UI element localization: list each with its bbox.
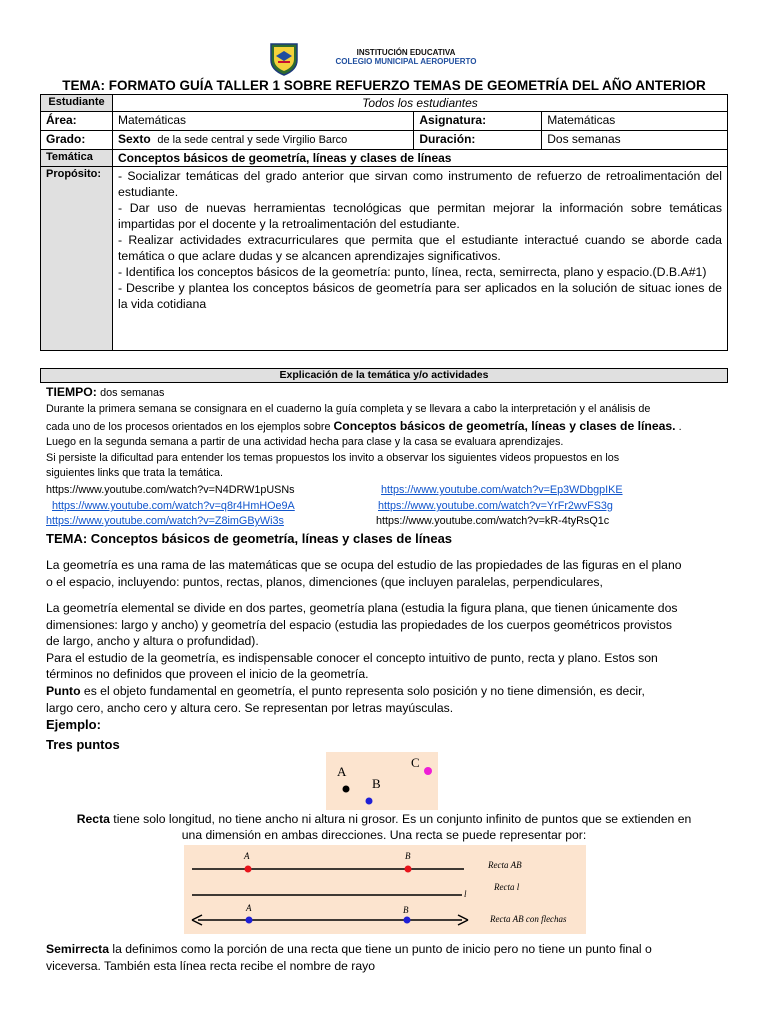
- estudiante-value: Todos los estudiantes: [112, 95, 727, 112]
- p3-line2: términos no definidos que proveen el inicio de la geometría.: [46, 667, 369, 681]
- institution-name-line1: INSTITUCIÓN EDUCATIVA: [356, 48, 456, 57]
- p1-line2: o el espacio, incluyendo: puntos, rectas, planos, dimenciones (que incluyen paralelas, perpendiculares,: [46, 575, 603, 589]
- grado-label: Grado:: [41, 131, 113, 150]
- para1-line2: [46, 419, 682, 433]
- asignatura-label: Asignatura:: [414, 112, 542, 131]
- para2-line1: Si persiste la dificultad para entender los temas propuestos los invito a observar los siguientes videos propuestos en los: [46, 452, 620, 464]
- video-link-3[interactable]: https://www.youtube.com/watch?v=q8r4HmHOe9A: [52, 500, 295, 512]
- estudiante-label: Estudiante: [41, 95, 113, 112]
- tiempo-line: [46, 385, 164, 399]
- proposito-item: - Realizar actividades extracurriculares que permita que el estudiante interactué cuando se aborde cada temática o que aclare dudas y se alcancen aprendizajes significativos.: [117, 233, 722, 263]
- line3-point-b: [404, 917, 411, 924]
- line3-label-b: B: [403, 905, 409, 915]
- para1-line2-start: cada uno de los procesos orientados en los ejemplos sobre: [46, 421, 331, 433]
- points-figure: [326, 752, 438, 810]
- recta-term: Recta: [76, 812, 110, 826]
- para1-line2-bold: Conceptos básicos de geometría, líneas y clases de líneas.: [333, 419, 676, 433]
- recta-line1: [40, 812, 728, 826]
- punto-line1: [46, 684, 645, 698]
- line3-caption: Recta AB con flechas: [490, 914, 567, 924]
- lines-figure: [184, 845, 586, 934]
- punto-term: Punto: [46, 684, 81, 698]
- proposito-label: Propósito:: [41, 167, 113, 351]
- lines-figure-svg: [184, 845, 586, 934]
- recta-line1-rest: tiene solo longitud, no tiene ancho ni altura ni grosor. Es un conjunto infinito de puntos que se extienden en: [109, 812, 692, 826]
- tiempo-label: TIEMPO:: [46, 385, 97, 399]
- proposito-item: - Dar uso de nuevas herramientas tecnológicas que permitan mejorar la información sobre temáticas impartidas por el docente y la retroalimentación del estudiante.: [117, 201, 722, 231]
- area-value: Matemáticas: [112, 112, 413, 131]
- duracion-value: Dos semanas: [542, 131, 728, 150]
- proposito-item: - Socializar temáticas del grado anterior que sirvan como instrumento de refuerzo de retroalimentación del estudiante.: [117, 169, 722, 199]
- semi-line2: viceversa. También esta línea recta recibe el nombre de rayo: [46, 959, 376, 973]
- document-header: [0, 40, 768, 76]
- info-table: [40, 94, 728, 351]
- point-a-dot: [343, 786, 350, 793]
- p3-line1: Para el estudio de la geometría, es indispensable conocer el concepto intuitivo de punto, recta y plano. Estos son: [46, 651, 658, 665]
- institution-name-line2: COLEGIO MUNICIPAL AEROPUERTO: [335, 57, 477, 66]
- para1-line2-end: .: [675, 421, 682, 433]
- line1-caption: Recta AB: [488, 860, 522, 870]
- tiempo-value: dos semanas: [100, 387, 165, 399]
- p2-line1: La geometría elemental se divide en dos partes, geometría plana (estudia la figura plana, que tienen únicamente dos: [46, 601, 678, 615]
- video-link-1[interactable]: https://www.youtube.com/watch?v=N4DRW1pUSNs: [46, 484, 295, 496]
- proposito-value: [112, 167, 727, 351]
- para1-line3: Luego en la segunda semana a partir de una actividad hecha para clase y la casa se evaluara aprendizajes.: [46, 436, 564, 448]
- point-c-dot: [424, 767, 432, 775]
- line1-point-b: [405, 866, 412, 873]
- semi-line1-rest: la definimos como la porción de una recta que tiene un punto de inicio pero no tiene un punto final o: [109, 942, 652, 956]
- punto-line2: largo cero, ancho cero y altura cero. Se representan por letras mayúsculas.: [46, 701, 454, 715]
- semi-term: Semirrecta: [46, 942, 110, 956]
- p2-line3: de largo, ancho y altura o profundidad).: [46, 634, 259, 648]
- line3-label-a: A: [246, 903, 252, 913]
- tematica-label: Temática: [41, 150, 113, 167]
- line1-label-b: B: [405, 851, 411, 861]
- recta-line2: una dimensión en ambas direcciones. Una recta se puede representar por:: [181, 828, 587, 842]
- asignatura-value: Matemáticas: [542, 112, 728, 131]
- video-link-5[interactable]: https://www.youtube.com/watch?v=Z8imGByWi3s: [46, 515, 284, 527]
- para2-line2: siguientes links que trata la temática.: [46, 467, 224, 479]
- p2-line2: dimensiones: largo y ancho) y geometría del espacio (estudia las propiedades de los cuerpos geométricos provistos: [46, 618, 672, 632]
- line2-caption: Recta l: [494, 882, 520, 892]
- school-crest-icon: [268, 42, 300, 76]
- grado-value: [112, 131, 413, 150]
- line1-point-a: [245, 866, 252, 873]
- p1-line1: La geometría es una rama de las matemáticas que se ocupa del estudio de las propiedades de las figuras en el plano: [46, 558, 682, 572]
- ejemplo-label: Ejemplo:: [46, 717, 101, 732]
- semi-line1: [46, 942, 652, 956]
- tema-heading: TEMA: Conceptos básicos de geometría, líneas y clases de líneas: [46, 531, 453, 546]
- tematica-value: Conceptos básicos de geometría, líneas y clases de líneas: [112, 150, 727, 167]
- point-label-b: B: [372, 776, 381, 791]
- area-label: Área:: [41, 112, 113, 131]
- points-figure-svg: [326, 752, 438, 810]
- punto-line1-rest: es el objeto fundamental en geometría, el punto representa solo posición y no tiene dimensión, es decir,: [80, 684, 645, 698]
- section-title: Explicación de la temática y/o actividades: [40, 368, 728, 383]
- line1-label-a: A: [244, 851, 250, 861]
- point-label-a: A: [337, 764, 347, 779]
- line2-small-label: l: [464, 889, 467, 899]
- proposito-item: - Describe y plantea los conceptos básicos de geometría para ser aplicados en la solución de situac iones de la vida cotidiana: [117, 281, 722, 311]
- line3-point-a: [246, 917, 253, 924]
- grado-value-rest: de la sede central y sede Virgilio Barco: [157, 134, 348, 146]
- duracion-label: Duración:: [414, 131, 542, 150]
- video-link-2[interactable]: https://www.youtube.com/watch?v=Ep3WDbgpIKE: [381, 484, 623, 496]
- proposito-item: - Identifica los conceptos básicos de la geometría: punto, línea, recta, semirrecta, plano y espacio.(D.B.A#1): [117, 265, 707, 279]
- point-b-dot: [366, 798, 373, 805]
- video-link-4[interactable]: https://www.youtube.com/watch?v=YrFr2wvFS3g: [378, 500, 613, 512]
- tres-puntos-label: Tres puntos: [46, 737, 120, 752]
- point-label-c: C: [411, 755, 420, 770]
- video-link-6[interactable]: https://www.youtube.com/watch?v=kR-4tyRsQ1c: [376, 515, 610, 527]
- grado-value-bold: Sexto: [117, 132, 151, 146]
- para1-line1: Durante la primera semana se consignara en el cuaderno la guía completa y se llevara a cabo la interpretación y el análisis de: [46, 403, 651, 415]
- document-title: TEMA: FORMATO GUÍA TALLER 1 SOBRE REFUERZO TEMAS DE GEOMETRÍA DEL AÑO ANTERIOR: [62, 78, 706, 93]
